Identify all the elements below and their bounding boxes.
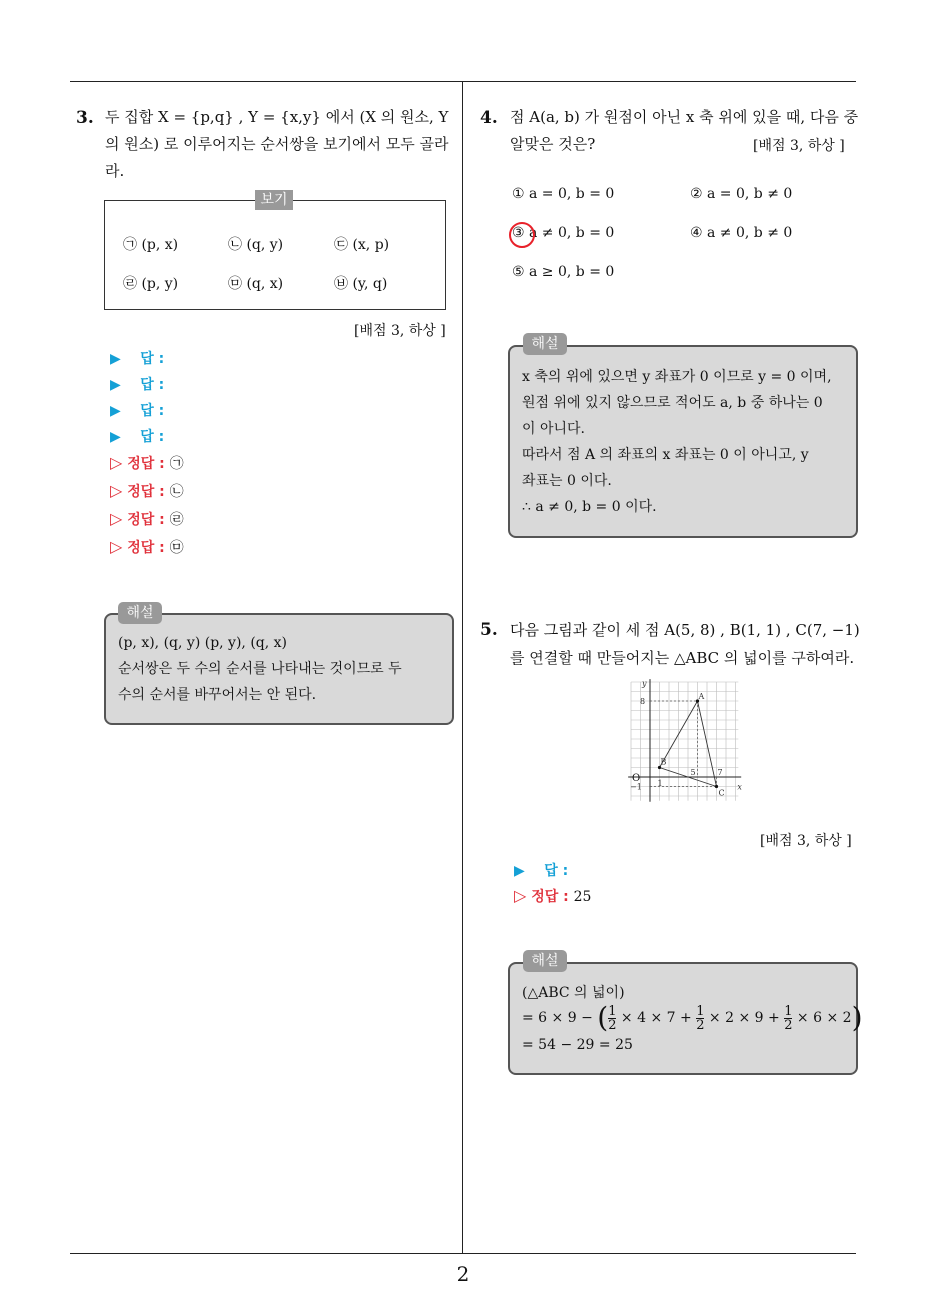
correct-label: 정답 : — [531, 889, 569, 905]
q4-explanation-line: 따라서 점 A 의 좌표의 x 좌표는 0 이 아니고, y — [522, 447, 809, 463]
answer-arrow-icon: ▶ — [110, 351, 121, 367]
q3-score: [배점 3, 하상 ] — [354, 323, 446, 339]
q5-text-line1: 다음 그림과 같이 세 점 A(5, 8) , B(1, 1) , C(7, −1) — [510, 621, 860, 639]
q5-explanation-formula: = 6 × 9 − (1 2 × 4 × 7 + 1 2 × 2 × 9 + 1 2 × 6 × 2) — [522, 1001, 863, 1034]
page-number: 2 — [456, 1262, 470, 1286]
correct-value: ㉡ — [169, 484, 184, 500]
bogi-item: ㉣ (p, y) — [123, 276, 179, 292]
q4-option: ② a = 0, b ≠ 0 — [690, 186, 793, 202]
column-divider — [462, 82, 463, 1254]
graph-guides — [650, 701, 717, 787]
q3-answer-row — [110, 374, 164, 394]
q3-explanation-line: 순서쌍은 두 수의 순서를 나타내는 것이므로 두 — [118, 661, 402, 677]
bogi-box — [104, 200, 446, 310]
correct-label: 정답 : — [127, 540, 165, 556]
q4-text-line2: 알맞은 것은? — [510, 135, 596, 153]
tick-label-x7: 7 — [717, 768, 723, 777]
q3-answer-row — [110, 426, 164, 446]
correct-value: ㉤ — [169, 540, 184, 556]
q4-explanation-line: 좌표는 0 이다. — [522, 473, 612, 489]
q4-option: ① a = 0, b = 0 — [512, 186, 615, 202]
correct-arrow-icon: ▷ — [110, 481, 123, 500]
q5-explanation-line: (△ABC 의 넓이) — [522, 985, 625, 1001]
q3-number: 3. — [76, 108, 94, 128]
q3-explanation-line: 수의 순서를 바꾸어서는 안 된다. — [118, 687, 317, 703]
correct-value: ㉣ — [169, 512, 184, 528]
y-axis-label: y — [642, 679, 647, 688]
graph-axes — [628, 679, 741, 802]
q3-explanation-label: 해설 — [118, 602, 162, 624]
x-axis-label: x — [737, 782, 742, 792]
tick-label-ym1: −1 — [630, 782, 642, 792]
q4-text-line1: 점 A(a, b) 가 원점이 아닌 x 축 위에 있을 때, 다음 중 — [510, 108, 859, 126]
q4-explanation-line: 이 아니다. — [522, 421, 585, 437]
answer-label: 답 : — [544, 863, 569, 879]
bottom-rule — [70, 1253, 856, 1254]
answer-label: 답 : — [140, 377, 165, 393]
q3-text-line3: 라. — [105, 162, 125, 180]
answer-arrow-icon: ▶ — [110, 377, 121, 393]
q3-text-line2: 의 원소) 로 이루어지는 순서쌍을 보기에서 모두 골라 — [105, 135, 449, 153]
answer-label: 답 : — [140, 351, 165, 367]
answer-arrow-icon: ▶ — [110, 429, 121, 445]
q3-correct-row — [110, 453, 184, 473]
tick-label-x5: 5 — [690, 768, 696, 777]
answer-label: 답 : — [140, 429, 165, 445]
q4-number: 4. — [480, 108, 498, 128]
point-label-a: A — [698, 692, 705, 701]
bogi-item: ㉥ (y, q) — [334, 276, 388, 292]
bogi-item: ㉢ (x, p) — [334, 237, 390, 253]
q3-correct-row — [110, 509, 184, 529]
correct-label: 정답 : — [127, 456, 165, 472]
q4-option: ④ a ≠ 0, b ≠ 0 — [690, 225, 793, 241]
correct-arrow-icon: ▷ — [110, 453, 123, 472]
q4-option: ⑤ a ≥ 0, b = 0 — [512, 264, 615, 280]
bogi-item: ㉤ (q, x) — [228, 276, 284, 292]
q5-number: 5. — [480, 620, 498, 640]
q5-correct-row — [514, 886, 591, 906]
q5-answer-row — [514, 860, 568, 880]
bogi-label: 보기 — [255, 190, 293, 210]
correct-value: 25 — [573, 889, 592, 905]
correct-label: 정답 : — [127, 512, 165, 528]
answer-arrow-icon: ▶ — [514, 863, 525, 879]
q4-explanation-line: 원점 위에 있지 않으므로 적어도 a, b 중 하나는 0 — [522, 395, 823, 411]
q3-explanation-line: (p, x), (q, y) (p, y), (q, x) — [118, 635, 288, 651]
q4-explanation-line: ∴ a ≠ 0, b = 0 이다. — [522, 499, 657, 515]
q5-explanation-line: = 54 − 29 = 25 — [522, 1037, 633, 1053]
bogi-item: ㉠ (p, x) — [123, 237, 179, 253]
q4-score: [배점 3, 하상 ] — [753, 138, 845, 154]
q4-explanation-line: x 축의 위에 있으면 y 좌표가 0 이므로 y = 0 이며, — [522, 369, 832, 385]
point-label-c: C — [718, 788, 725, 798]
correct-arrow-icon: ▷ — [110, 509, 123, 528]
correct-label: 정답 : — [127, 484, 165, 500]
point-label-b: B — [660, 757, 667, 767]
tick-label-y8: 8 — [640, 697, 646, 706]
answer-circle-mark — [509, 222, 535, 248]
tick-label-x1: 1 — [657, 779, 663, 788]
q3-correct-row — [110, 481, 184, 501]
q3-answer-row — [110, 348, 164, 368]
q5-score: [배점 3, 하상 ] — [760, 833, 852, 849]
graph-grid — [631, 682, 738, 801]
correct-arrow-icon: ▷ — [110, 537, 123, 556]
correct-value: ㉠ — [169, 456, 184, 472]
correct-arrow-icon: ▷ — [514, 886, 527, 905]
q4-explanation-label: 해설 — [523, 333, 567, 355]
q3-text-line1: 두 집합 X = {p,q} , Y = {x,y} 에서 (X 의 원소, Y — [105, 108, 449, 126]
origin-label: O — [632, 773, 641, 784]
q5-text-line2: 를 연결할 때 만들어지는 △ABC 의 넓이를 구하여라. — [510, 649, 855, 667]
bogi-item: ㉡ (q, y) — [228, 237, 284, 253]
top-rule — [70, 81, 856, 82]
answer-label: 답 : — [140, 403, 165, 419]
q5-coordinate-graph — [620, 677, 744, 807]
q3-correct-row — [110, 537, 184, 557]
q3-answer-row — [110, 400, 164, 420]
q4-option: ③ a ≠ 0, b = 0 — [512, 225, 615, 241]
q5-explanation-label: 해설 — [523, 950, 567, 972]
answer-arrow-icon: ▶ — [110, 403, 121, 419]
